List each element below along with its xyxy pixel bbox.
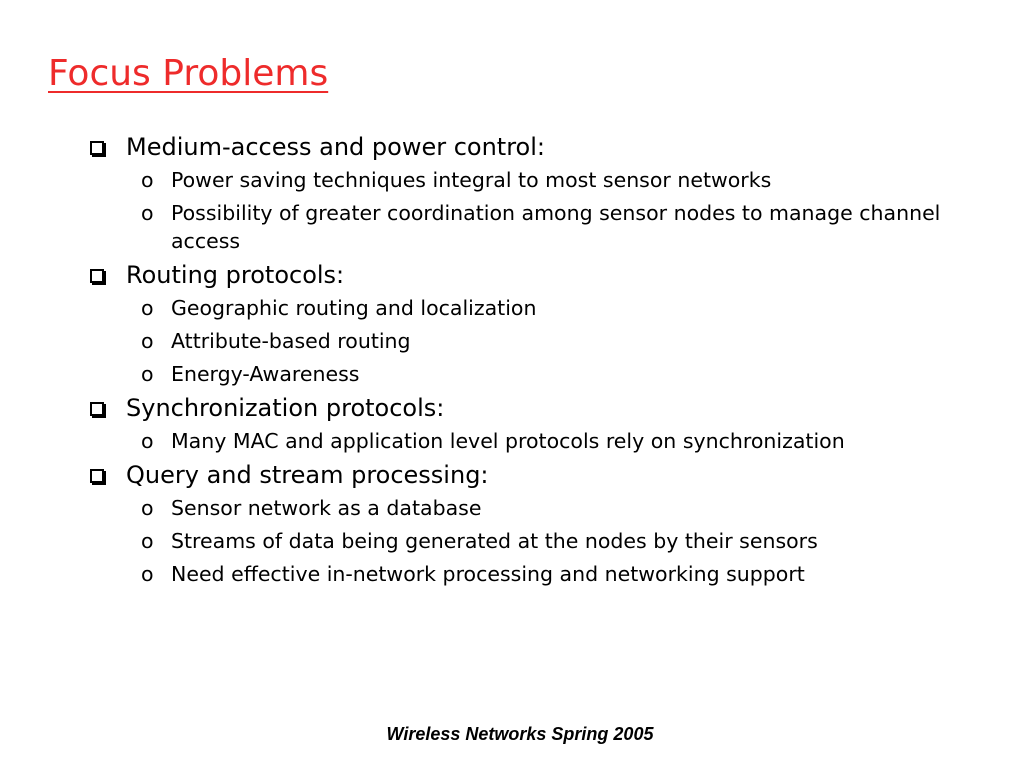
list-item [90,527,970,555]
sub-list [90,494,970,588]
section-heading [90,460,970,490]
sub-list [90,294,970,388]
section-heading-text: Synchronization protocols: [126,394,445,422]
checkbox-bullet-icon [90,469,104,483]
circle-bullet-icon: o [141,529,154,553]
section-heading-text: Medium-access and power control: [126,133,545,161]
section-medium-access [90,132,970,255]
slide-content [90,132,970,593]
sub-list [90,427,970,455]
list-item-text: Power saving techniques integral to most sensor networks [171,168,772,192]
section-heading-text: Query and stream processing: [126,461,489,489]
section-query-stream [90,460,970,588]
list-item [90,166,970,194]
circle-bullet-icon: o [141,496,154,520]
list-item [90,327,970,355]
circle-bullet-icon: o [141,429,154,453]
list-item-text: Many MAC and application level protocols rely on synchronization [171,429,845,453]
checkbox-bullet-icon [90,141,104,155]
slide-title: Focus Problems [48,53,329,94]
slide-footer: Wireless Networks Spring 2005 [386,724,654,744]
circle-bullet-icon: o [141,562,154,586]
list-item [90,427,970,455]
circle-bullet-icon: o [141,329,154,353]
list-item-text: Energy-Awareness [171,362,360,386]
list-item [90,199,970,255]
sub-list [90,166,970,255]
section-synchronization [90,393,970,455]
circle-bullet-icon: o [141,201,154,225]
list-item [90,494,970,522]
list-item-text: Streams of data being generated at the nodes by their sensors [171,529,818,553]
list-item-text: Need effective in-network processing and networking support [171,562,805,586]
checkbox-bullet-icon [90,269,104,283]
circle-bullet-icon: o [141,168,154,192]
checkbox-bullet-icon [90,402,104,416]
list-item-text: Possibility of greater coordination among sensor nodes to manage channel access [171,201,941,253]
circle-bullet-icon: o [141,296,154,320]
list-item [90,560,970,588]
list-item [90,360,970,388]
section-heading [90,132,970,162]
list-item [90,294,970,322]
list-item-text: Sensor network as a database [171,496,482,520]
section-heading-text: Routing protocols: [126,261,345,289]
list-item-text: Attribute-based routing [171,329,411,353]
section-routing [90,260,970,388]
section-heading [90,393,970,423]
list-item-text: Geographic routing and localization [171,296,537,320]
circle-bullet-icon: o [141,362,154,386]
section-heading [90,260,970,290]
